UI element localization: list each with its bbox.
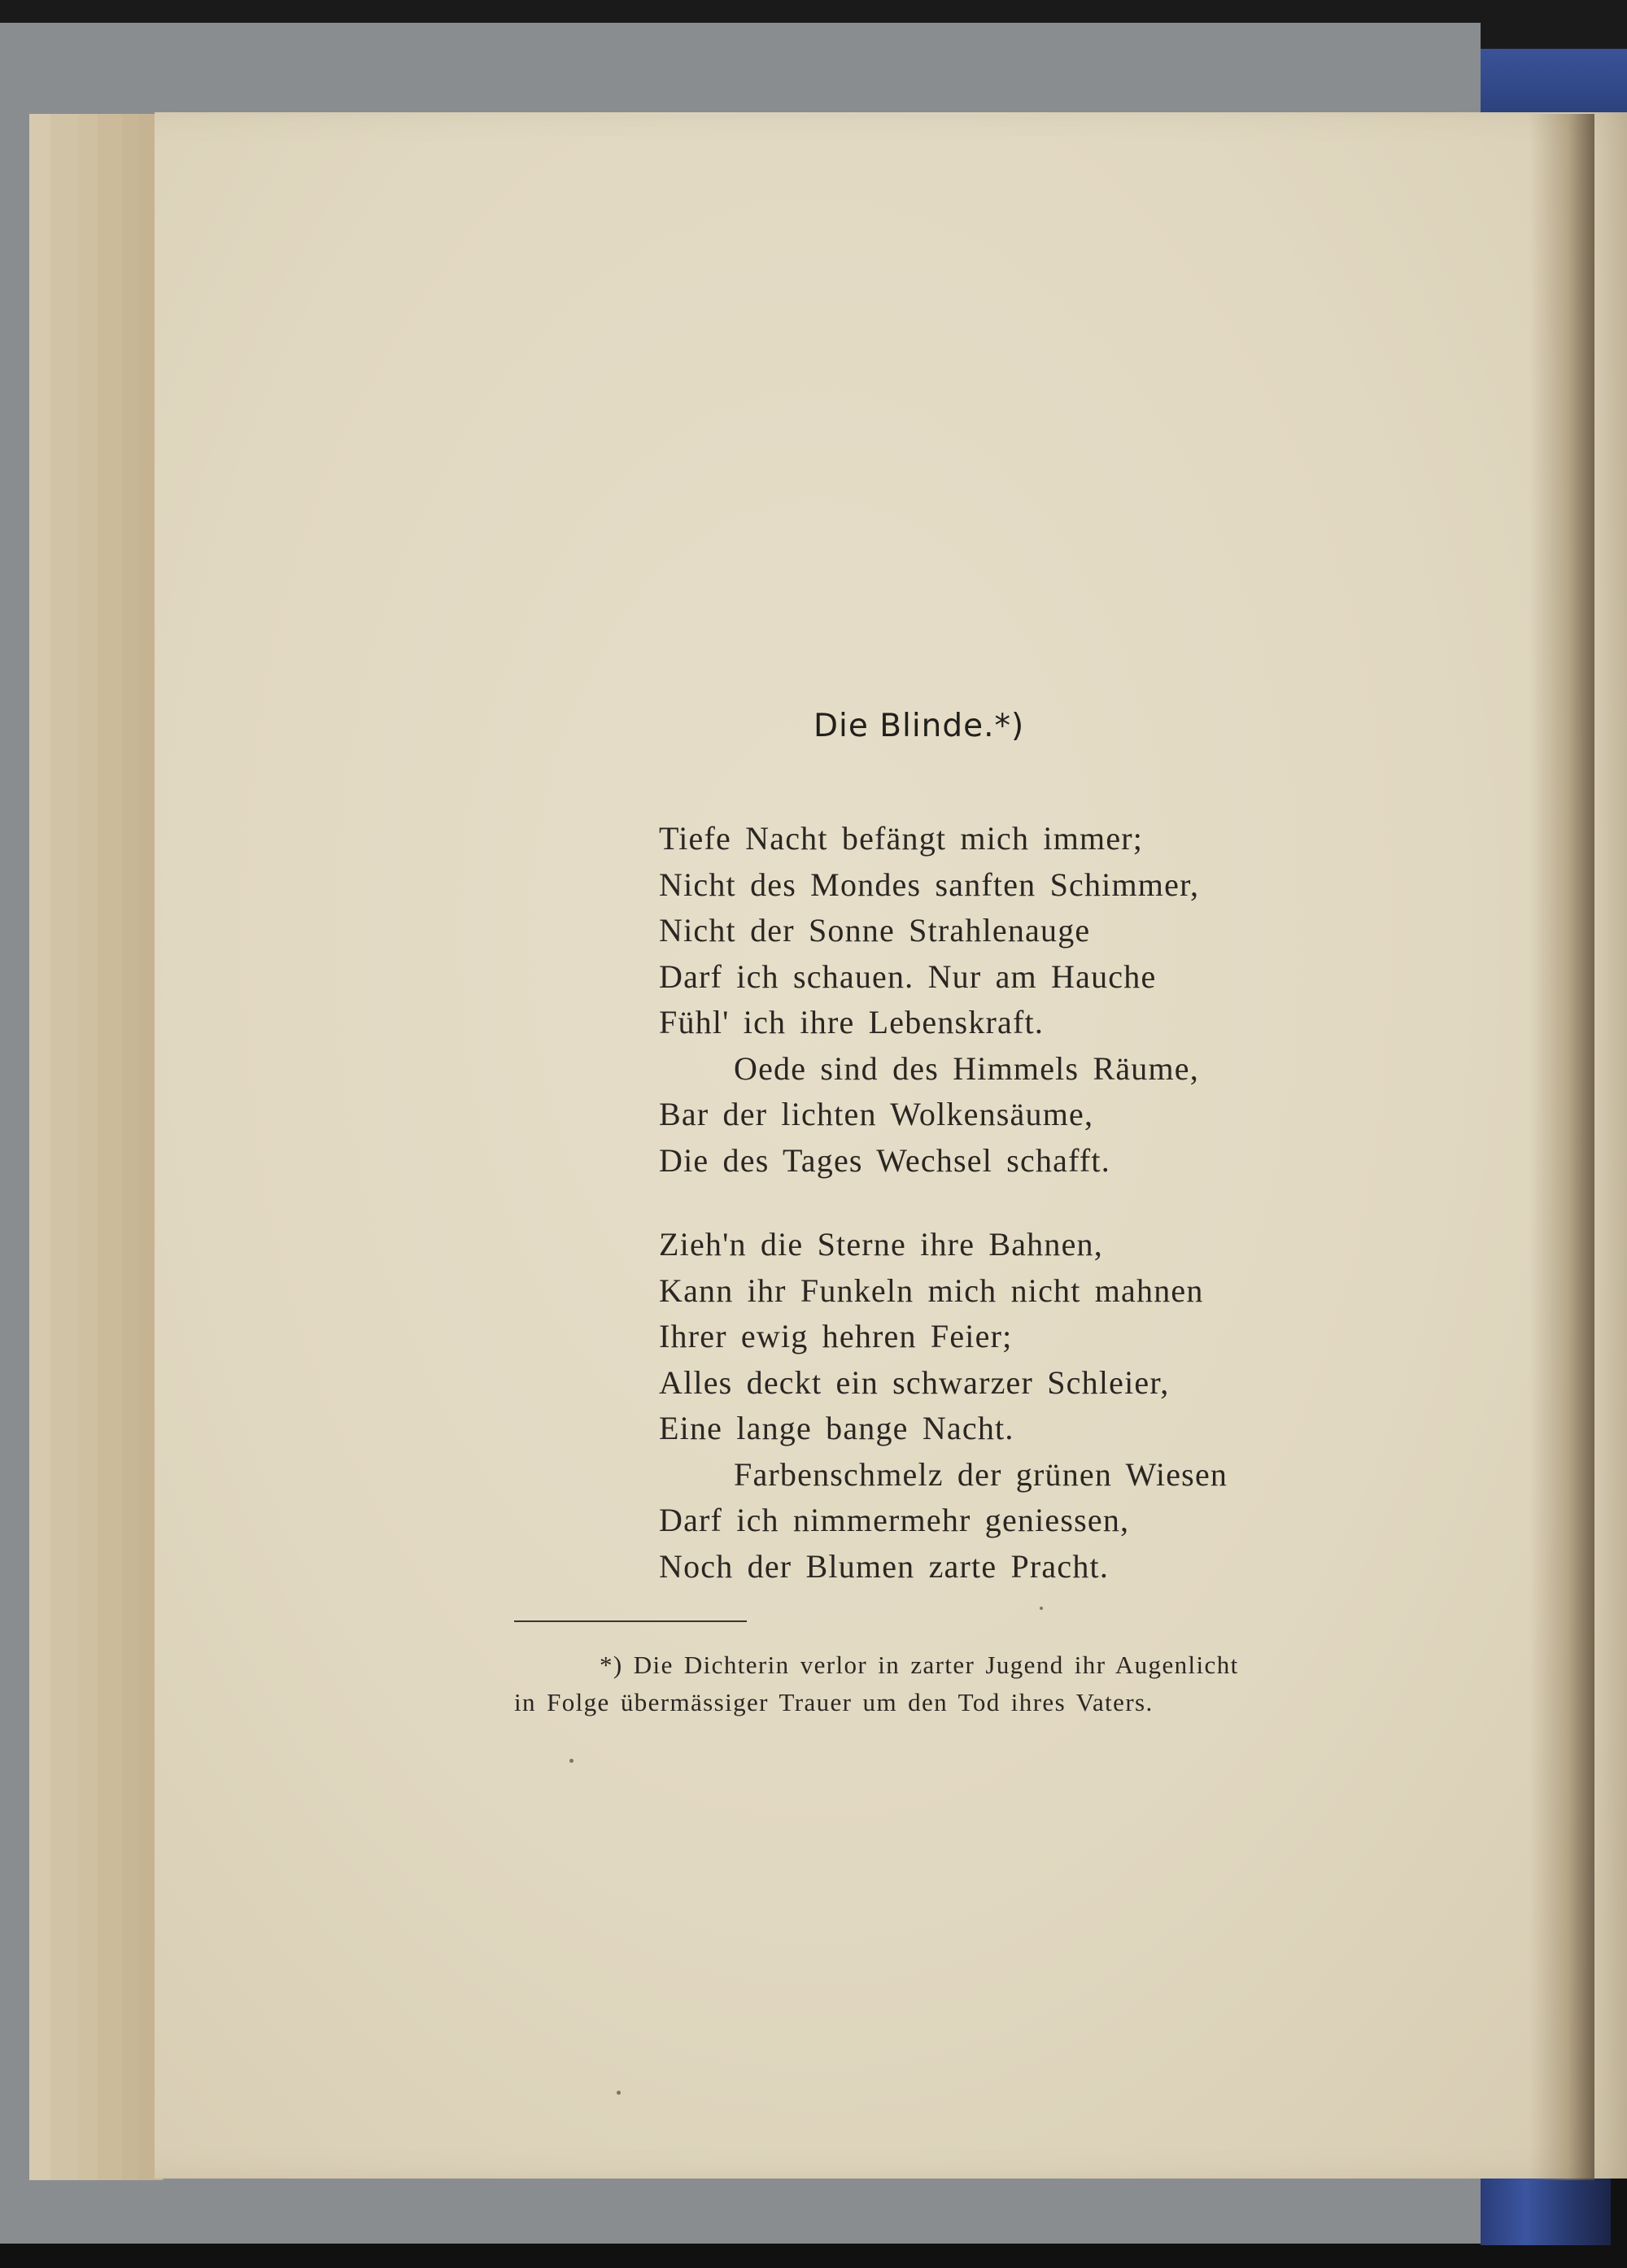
poem-line: Darf ich schauen. Nur am Hauche <box>659 957 1157 995</box>
poem-line: Ihrer ewig hehren Feier; <box>659 1318 1013 1354</box>
page-gutter-shadow <box>1529 114 1594 2180</box>
poem-line: Fühl' ich ihre Lebenskraft. <box>659 1004 1045 1040</box>
poem-line: Noch der Blumen zarte Pracht. <box>659 1547 1110 1585</box>
book-cover-corner <box>1481 49 1627 122</box>
paper-speck <box>569 1759 574 1763</box>
poem-line-indented: Oede sind des Himmels Räume, <box>734 1049 1199 1087</box>
poem-line: Nicht der Sonne Strahlenauge <box>659 912 1091 949</box>
paper-speck <box>1040 1607 1043 1610</box>
footnote-divider <box>514 1620 747 1622</box>
poem-line: Nicht des Mondes sanften Schimmer, <box>659 866 1200 903</box>
poem-line: Alles deckt ein schwarzer Schleier, <box>659 1363 1170 1401</box>
poem-line: Darf ich nimmermehr geniessen, <box>659 1502 1130 1538</box>
poem-line: Die des Tages Wechsel schafft. <box>659 1141 1110 1179</box>
poem-line: Bar der lichten Wolkensäume, <box>659 1096 1094 1132</box>
paper-speck <box>617 2091 621 2095</box>
footnote-line: in Folge übermässiger Trauer um den Tod ihres Vaters. <box>514 1688 1154 1716</box>
stanza-1 <box>659 816 1199 1184</box>
poem-line: Tiefe Nacht befängt mich immer; <box>659 820 1144 857</box>
footnote-line: *) Die Dichterin verlor in zarter Jugend ihr Augenlicht <box>600 1651 1239 1679</box>
poem-title: Die Blinde.*) <box>814 708 1025 744</box>
poem-line: Eine lange bange Nacht. <box>659 1410 1014 1446</box>
poem-line: Kann ihr Funkeln mich nicht mahnen <box>659 1271 1204 1309</box>
poem-line: Zieh'n die Sterne ihre Bahnen, <box>659 1226 1103 1263</box>
poem-line-indented: Farbenschmelz der grünen Wiesen <box>734 1455 1228 1493</box>
footnote <box>514 1646 1239 1721</box>
stanza-2 <box>659 1222 1228 1590</box>
